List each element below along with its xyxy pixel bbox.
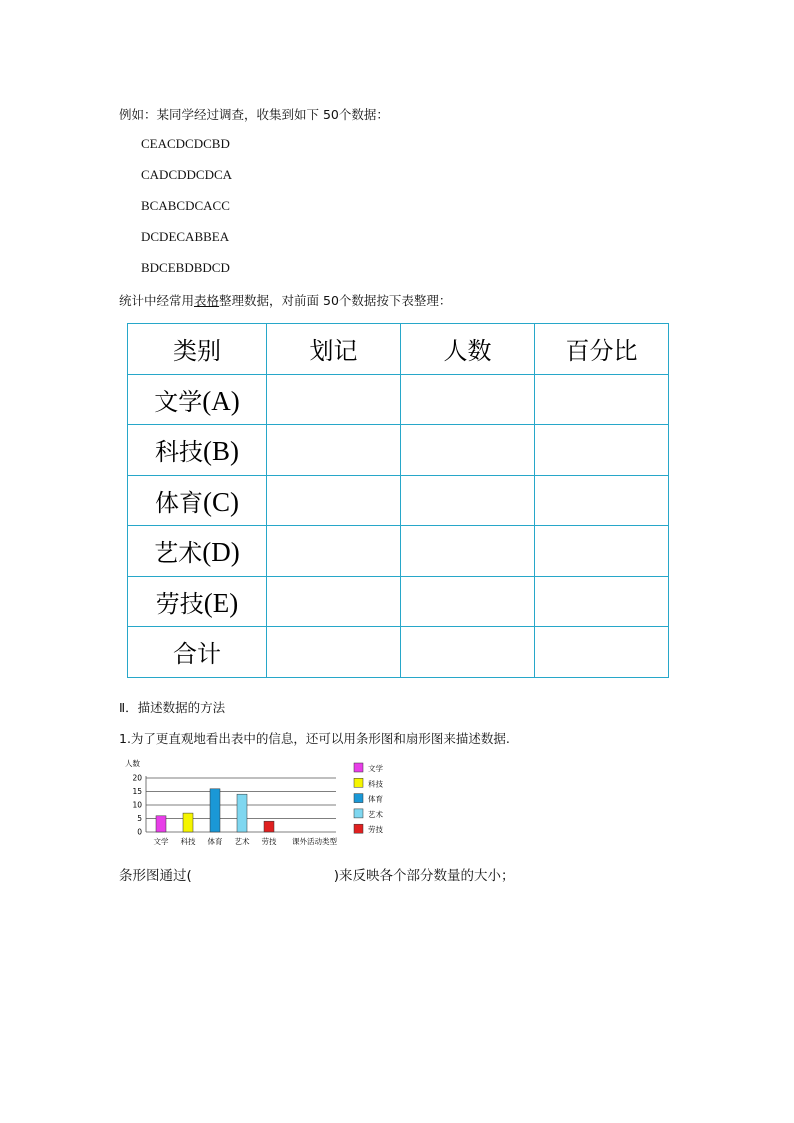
header-tally: 划记 (267, 324, 401, 375)
header-category: 类别 (128, 324, 267, 375)
category-code: (A) (202, 385, 240, 416)
fill-line-after: )来反映各个部分数量的大小； (333, 868, 515, 884)
category-zh: 文学 (154, 387, 203, 416)
percent-cell (535, 475, 669, 526)
tally-cell (267, 627, 401, 678)
category-zh: 劳技 (155, 589, 204, 618)
chart-x-ticks (154, 836, 277, 846)
row-category (128, 576, 267, 627)
table-row (128, 526, 669, 577)
table-row (128, 576, 669, 627)
category-zh: 体育 (155, 488, 203, 517)
x-tick-label: 文学 (153, 837, 169, 846)
x-tick-label: 体育 (207, 837, 223, 846)
count-cell (401, 425, 535, 476)
intro-text: 例如：某同学经过调查，收集到如下 50个数据： (119, 107, 389, 122)
table-row (128, 425, 669, 476)
legend-swatch (354, 824, 363, 833)
table-intro-underlined: 表格 (194, 293, 220, 308)
category-code: (D) (202, 537, 240, 568)
legend-label: 体育 (368, 794, 383, 804)
percent-cell (535, 425, 669, 476)
table-intro-after: 整理数据，对前面 50个数据按下表整理： (219, 293, 452, 308)
data-code-line-5: BDCEBDBDCD (141, 260, 230, 275)
count-cell (401, 627, 535, 678)
point-1-text: 1.为了更直观地看出表中的信息，还可以用条形图和扇形图来描述数据. (119, 731, 510, 746)
y-tick-label: 10 (132, 800, 142, 810)
data-code-line-1: CEACDCDCBD (141, 136, 230, 151)
row-category (128, 627, 267, 678)
tally-cell (267, 374, 401, 425)
percent-cell (535, 576, 669, 627)
bar-chart (118, 758, 408, 850)
category-code: (E) (203, 587, 239, 618)
count-cell (401, 576, 535, 627)
category-zh: 合计 (173, 640, 221, 669)
table-row (128, 374, 669, 425)
legend-label: 文学 (368, 764, 383, 773)
row-category (128, 374, 267, 425)
table-intro-before: 统计中经常用 (119, 293, 195, 308)
header-count: 人数 (401, 324, 535, 375)
y-tick-label: 0 (137, 827, 142, 837)
chart-legend (354, 763, 383, 834)
tally-cell (267, 475, 401, 526)
bar (156, 816, 166, 832)
chart-y-ticks (132, 774, 142, 837)
percent-cell (535, 526, 669, 577)
row-category (128, 526, 267, 577)
percent-cell (535, 627, 669, 678)
bar (183, 813, 193, 832)
tally-cell (267, 526, 401, 577)
table-intro (119, 291, 451, 309)
y-tick-label: 5 (137, 814, 142, 823)
count-cell (401, 526, 535, 577)
legend-swatch (354, 778, 363, 787)
tally-table (127, 323, 669, 678)
bar (210, 789, 220, 832)
table-header-row (128, 324, 669, 375)
bar (264, 821, 274, 832)
fill-line-before: 条形图通过( (119, 868, 192, 884)
header-percent: 百分比 (535, 324, 669, 375)
data-code-line-3: BCABCDCACC (141, 198, 230, 213)
y-tick-label: 20 (132, 773, 142, 783)
count-cell (401, 475, 535, 526)
legend-label: 劳技 (368, 825, 383, 835)
legend-swatch (354, 763, 363, 772)
section-heading: Ⅱ．描述数据的方法 (119, 700, 226, 715)
data-code-line-4: DCDECABBEA (141, 229, 230, 244)
bar (237, 794, 247, 832)
tally-cell (267, 425, 401, 476)
category-code: (C) (203, 486, 239, 517)
row-category (128, 475, 267, 526)
table-row (128, 627, 669, 678)
percent-cell (535, 374, 669, 425)
y-axis-label: 人数 (125, 759, 140, 768)
category-code: (B) (203, 436, 239, 467)
legend-swatch (354, 794, 363, 803)
data-code-line-2: CADCDDCDCA (141, 167, 233, 182)
fill-in-line (119, 864, 515, 884)
category-zh: 科技 (155, 438, 203, 467)
category-zh: 艺术 (154, 539, 203, 568)
row-category (128, 425, 267, 476)
count-cell (401, 374, 535, 425)
legend-label: 艺术 (368, 809, 383, 819)
y-tick-label: 15 (132, 787, 142, 796)
tally-cell (267, 576, 401, 627)
legend-swatch (354, 809, 363, 818)
x-axis-label: 课外活动类型 (292, 837, 337, 846)
legend-label: 科技 (368, 779, 383, 789)
x-tick-label: 劳技 (261, 837, 277, 846)
table-row (128, 475, 669, 526)
x-tick-label: 科技 (180, 837, 196, 846)
x-tick-label: 艺术 (234, 837, 250, 846)
chart-bars (156, 789, 274, 832)
